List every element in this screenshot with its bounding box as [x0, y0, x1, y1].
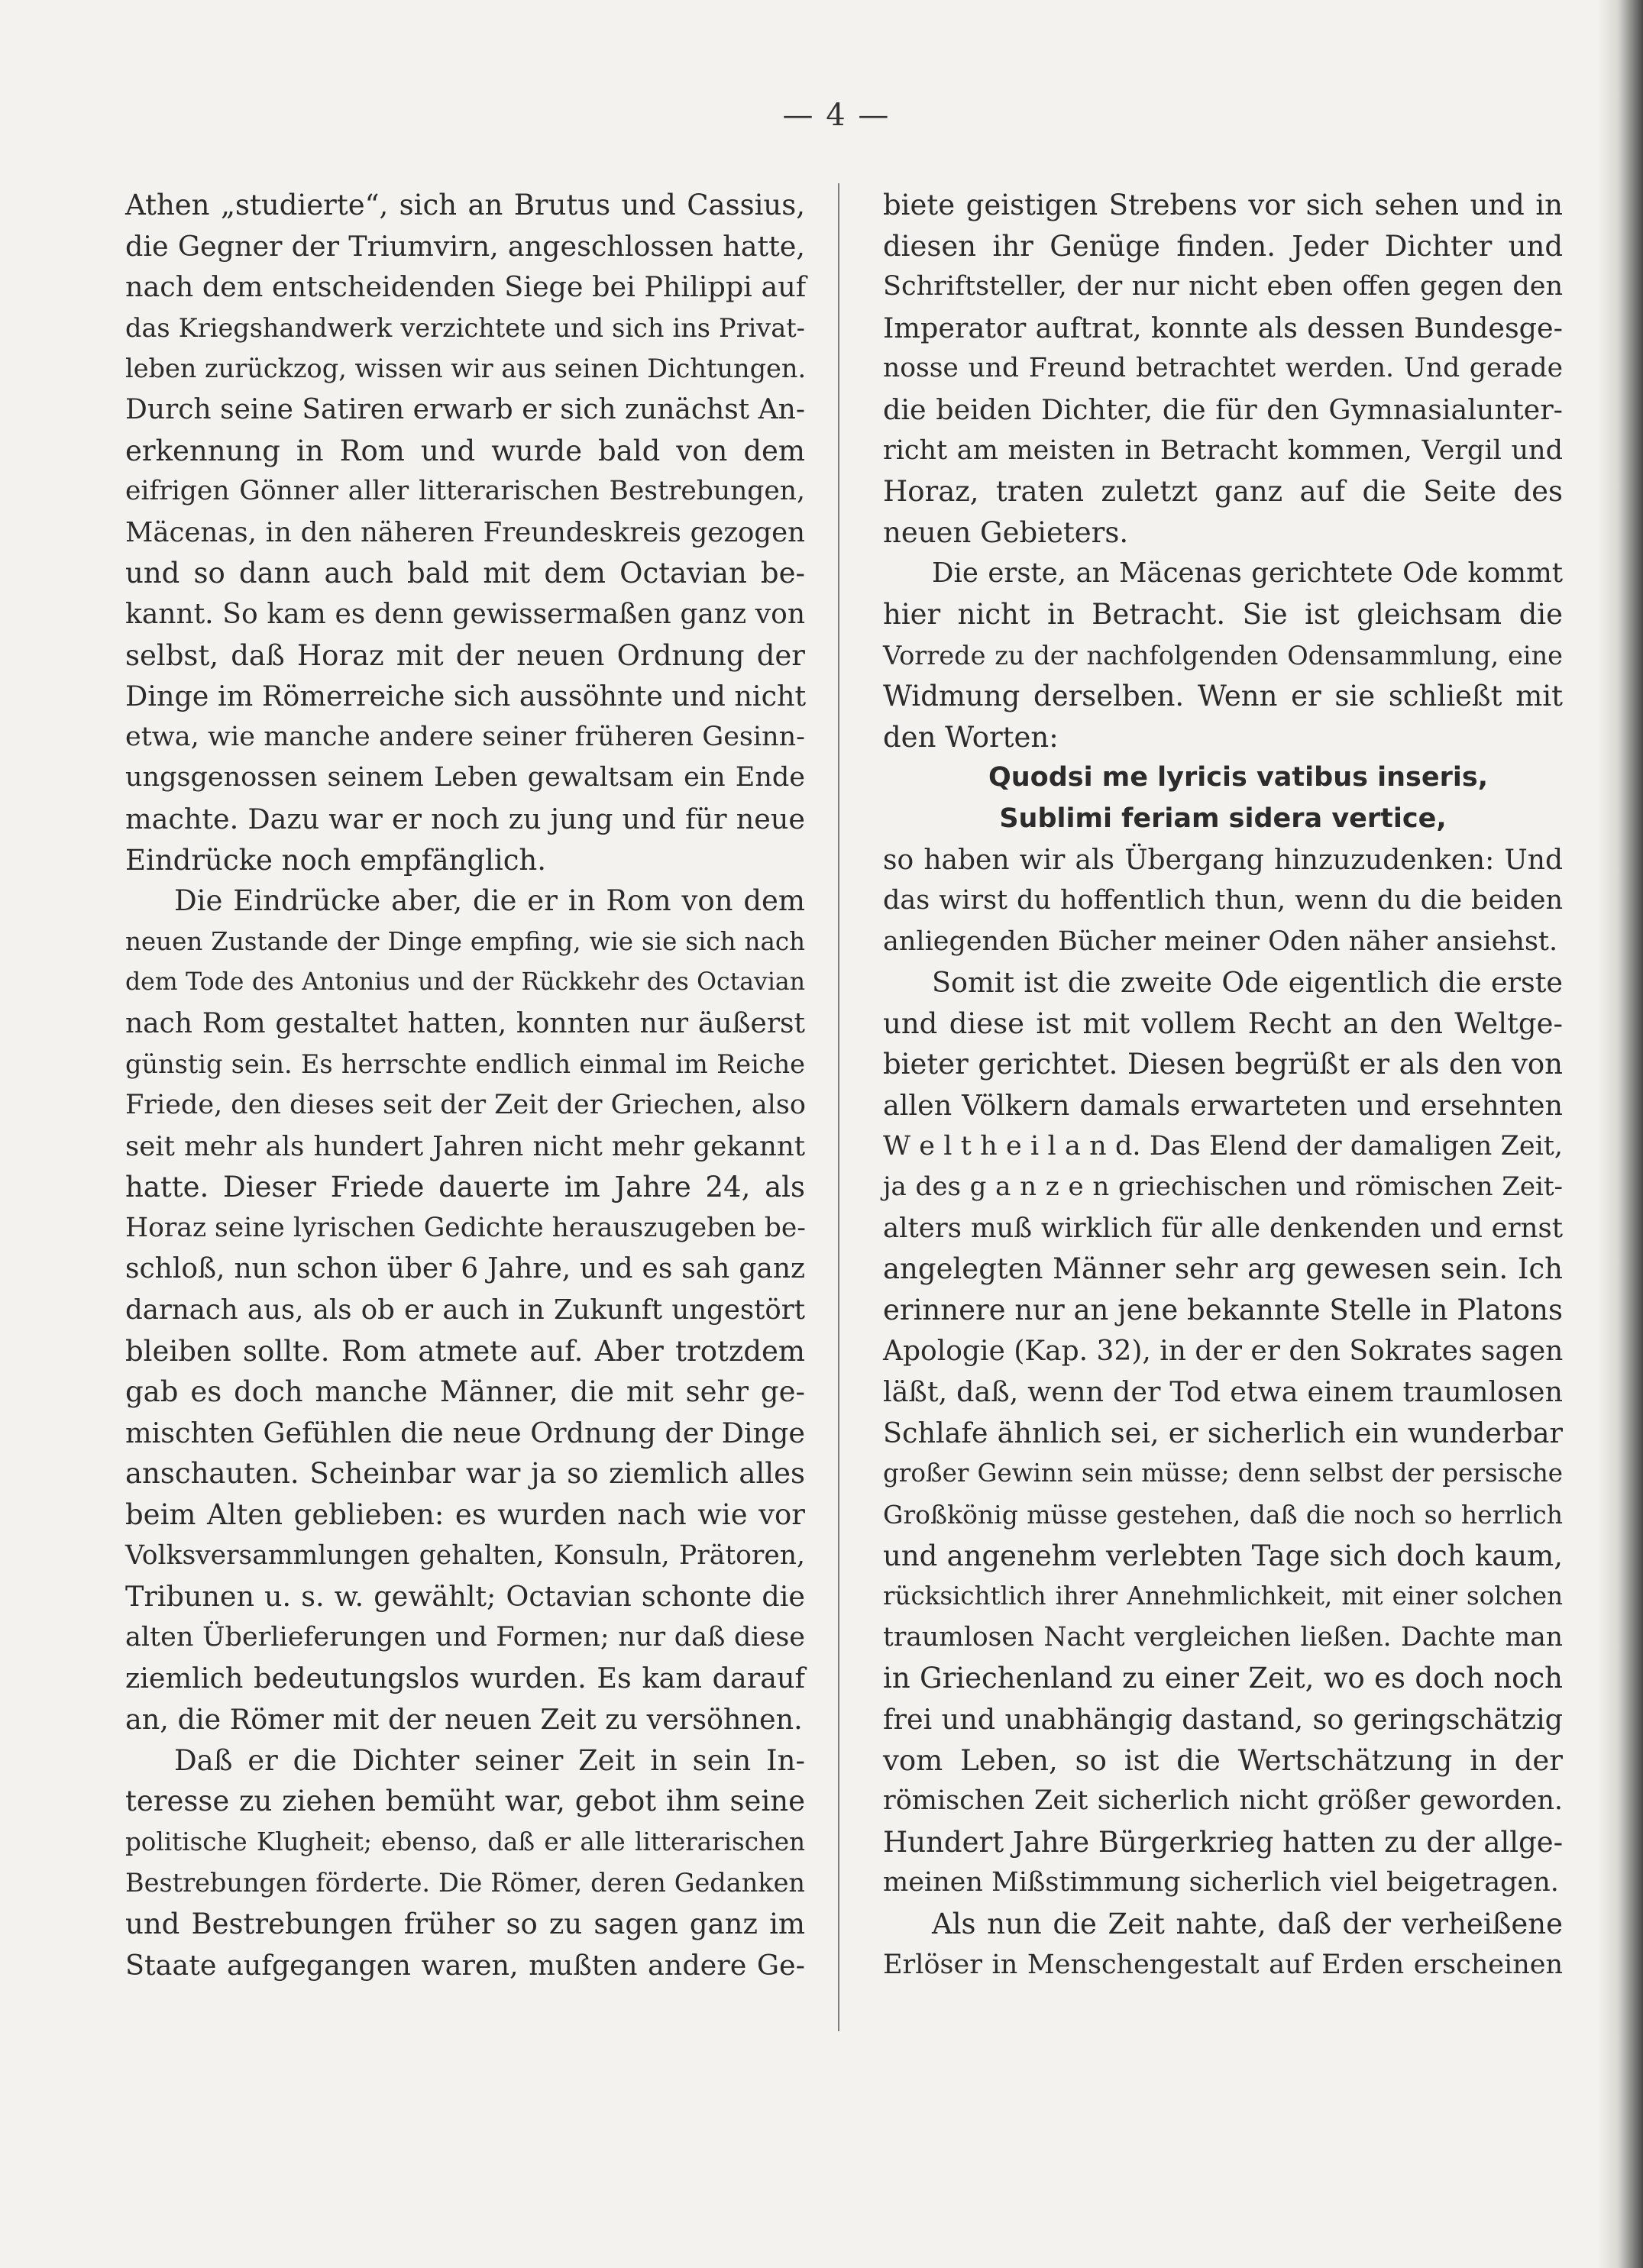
- text-line: anschauten. Scheinbar war ja so ziemlich alles: [125, 1457, 805, 1491]
- text-line: den Worten:: [883, 720, 1059, 754]
- text-line: günstig sein. Es herrschte endlich einmal im Reiche: [125, 1049, 805, 1080]
- text-line: erkennung in Rom und wurde bald von dem: [125, 434, 805, 467]
- text-line: allen Völkern damals erwarteten und ersehnten: [883, 1089, 1563, 1123]
- text-line: und diese ist mit vollem Recht an den Weltge-: [883, 1006, 1563, 1040]
- text-line: nach Rom gestaltet hatten, konnten nur äußerst: [125, 1007, 805, 1039]
- text-line: beim Alten geblieben: es wurden nach wie vor: [125, 1498, 805, 1531]
- text-line: die Gegner der Triumvirn, angeschlossen hatte,: [125, 229, 805, 263]
- text-line: etwa, wie manche andere seiner früheren Gesinn-: [125, 721, 805, 752]
- paragraph: [125, 185, 805, 880]
- text-line: alters muß wirklich für alle denkenden und ernst: [883, 1212, 1563, 1244]
- text-line: an, die Römer mit der neuen Zeit zu versöhnen.: [125, 1702, 803, 1736]
- text-line: und Bestrebungen früher so zu sagen ganz im: [125, 1907, 805, 1940]
- text-line: rücksichtlich ihrer Annehmlichkeit, mit einer solchen: [883, 1581, 1563, 1611]
- text-line: ungsgenossen seinem Leben gewaltsam ein Ende: [125, 762, 805, 793]
- text-line: hier nicht in Betracht. Sie ist gleichsam die: [883, 597, 1563, 631]
- text-line: nach dem entscheidenden Siege bei Philippi auf: [125, 270, 807, 304]
- text-line: selbst, daß Horaz mit der neuen Ordnung der: [125, 638, 805, 672]
- text-line: dem Tode des Antonius und der Rückkehr des Octavian: [125, 968, 805, 997]
- text-line: Die Eindrücke aber, die er in Rom von dem: [174, 884, 805, 918]
- text-line: bieter gerichtet. Diesen begrüßt er als den von: [883, 1048, 1563, 1081]
- text-line: ja des g a n z e n griechischen und römischen Zeit-: [883, 1171, 1563, 1203]
- text-line: richt am meisten in Betracht kommen, Vergil und: [883, 435, 1563, 466]
- text-line: gab es doch manche Männer, die mit sehr ge-: [125, 1375, 805, 1409]
- text-line: kannt. So kam es denn gewissermaßen ganz von: [125, 598, 805, 630]
- text-line: alten Überlieferungen und Formen; nur daß diese: [125, 1621, 805, 1653]
- text-line: Imperator auftrat, konnte als dessen Bundesge-: [883, 311, 1563, 344]
- text-line: erinnere nur an jene bekannte Stelle in Platons: [883, 1294, 1563, 1327]
- page-number: — 4 —: [782, 98, 891, 133]
- text-line: neuen Zustande der Dinge empfing, wie sie sich nach: [125, 926, 805, 956]
- paragraph: [883, 840, 1563, 963]
- text-line: Staate aufgegangen waren, mußten andere Ge-: [125, 1948, 805, 1982]
- column-divider: [838, 183, 839, 2031]
- text-line: so haben wir als Übergang hinzuzudenken: Und: [883, 844, 1563, 876]
- text-line: biete geistigen Strebens vor sich sehen und in: [883, 189, 1563, 221]
- text-line: und so dann auch bald mit dem Octavian be-: [125, 557, 805, 590]
- text-line: die beiden Dichter, die für den Gymnasialunter-: [883, 393, 1563, 426]
- latin-quotation: [883, 758, 1563, 839]
- text-line: Apologie (Kap. 32), in der er den Sokrates sagen: [883, 1335, 1564, 1367]
- text-line: machte. Dazu war er noch zu jung und für neue: [125, 802, 805, 835]
- text-line: Durch seine Satiren erwarb er sich zunächst An-: [125, 393, 805, 425]
- text-line: Die erste, an Mäcenas gerichtete Ode kommt: [932, 557, 1563, 590]
- text-line: Eindrücke noch empfänglich.: [125, 843, 547, 877]
- text-line: diesen ihr Genüge finden. Jeder Dichter und: [883, 229, 1563, 263]
- text-line: Friede, den dieses seit der Zeit der Griechen, also: [125, 1090, 806, 1121]
- text-line: Bestrebungen förderte. Die Römer, deren Gedanken: [125, 1868, 805, 1898]
- paragraph: [883, 185, 1563, 553]
- text-line: Großkönig müsse gestehen, daß die noch so herrlich: [883, 1500, 1563, 1530]
- text-line: Tribunen u. s. w. gewählt; Octavian schonte die: [125, 1580, 805, 1614]
- text-line: Volksversammlungen gehalten, Konsuln, Prätoren,: [125, 1539, 805, 1571]
- text-line: frei und unabhängig dastand, so geringschätzig: [883, 1702, 1563, 1736]
- quote-line: Quodsi me lyricis vatibus inseris,: [988, 762, 1489, 793]
- text-line: Widmung derselben. Wenn er sie schließt mit: [883, 680, 1563, 713]
- text-line: W e l t h e i l a n d. Das Elend der damaligen Zeit,: [883, 1130, 1563, 1161]
- text-line: Schlafe ähnlich sei, er sicherlich ein wunderbar: [883, 1416, 1563, 1449]
- text-line: Erlöser in Menschengestalt auf Erden erscheinen: [883, 1949, 1563, 1980]
- text-line: anliegenden Bücher meiner Oden näher ansiehst.: [883, 926, 1558, 957]
- quote-line: Sublimi feriam sidera vertice,: [999, 803, 1447, 834]
- page-edge-shadow: [1597, 0, 1643, 2268]
- text-line: mischten Gefühlen die neue Ordnung der Dinge: [125, 1416, 805, 1449]
- text-line: Horaz seine lyrischen Gedichte herauszugeben be-: [125, 1212, 806, 1243]
- text-line: bleiben sollte. Rom atmete auf. Aber trotzdem: [125, 1334, 805, 1368]
- text-line: angelegten Männer sehr arg gewesen sein. Ich: [883, 1252, 1563, 1286]
- text-line: und angenehm verlebten Tage sich doch kaum,: [883, 1539, 1563, 1572]
- text-line: läßt, daß, wenn der Tod etwa einem traumlosen: [883, 1375, 1563, 1409]
- text-line: Mäcenas, in den näheren Freundeskreis gezogen: [125, 516, 805, 548]
- text-line: das Kriegshandwerk verzichtete und sich ins Privat-: [125, 312, 805, 343]
- right-column: [883, 185, 1563, 1985]
- text-line: darnach aus, als ob er auch in Zukunft ungestört: [125, 1294, 805, 1326]
- text-line: teresse zu ziehen bemüht war, gebot ihm seine: [125, 1785, 805, 1818]
- text-line: neuen Gebieters.: [883, 515, 1129, 549]
- text-line: Horaz, traten zuletzt ganz auf die Seite des: [883, 475, 1563, 509]
- paragraph: [883, 962, 1563, 1904]
- text-line: Hundert Jahre Bürgerkrieg hatten zu der allge-: [883, 1825, 1564, 1859]
- paragraph: [125, 1740, 805, 1986]
- text-line: leben zurückzog, wissen wir aus seinen Dichtungen.: [125, 354, 807, 384]
- left-column: [125, 185, 805, 1985]
- text-line: meinen Mißstimmung sicherlich viel beigetragen.: [883, 1867, 1559, 1898]
- text-line: Athen „studierte“, sich an Brutus und Cassius,: [125, 189, 805, 221]
- text-line: großer Gewinn sein müsse; denn selbst der persische: [883, 1459, 1563, 1488]
- text-line: seit mehr als hundert Jahren nicht mehr gekannt: [125, 1130, 805, 1162]
- text-line: nosse und Freund betrachtet werden. Und gerade: [883, 353, 1563, 384]
- text-line: das wirst du hoffentlich thun, wenn du die beiden: [883, 885, 1563, 916]
- text-line: Dinge im Römerreiche sich aussöhnte und nicht: [125, 680, 807, 713]
- text-line: ziemlich bedeutungslos wurden. Es kam darauf: [125, 1662, 805, 1695]
- text-line: in Griechenland zu einer Zeit, wo es doch noch: [883, 1662, 1563, 1695]
- text-line: schloß, nun schon über 6 Jahre, und es sah ganz: [125, 1253, 805, 1285]
- text-line: Somit ist die zweite Ode eigentlich die erste: [932, 966, 1563, 1000]
- text-line: politische Klugheit; ebenso, daß er alle litterarischen: [125, 1827, 805, 1856]
- paragraph: [125, 880, 805, 1740]
- text-line: eifrigen Gönner aller litterarischen Bestrebungen,: [125, 476, 805, 507]
- paragraph: [883, 1904, 1563, 1985]
- text-line: Daß er die Dichter seiner Zeit in sein In-: [174, 1743, 805, 1777]
- text-line: hatte. Dieser Friede dauerte im Jahre 24, als: [125, 1171, 805, 1204]
- text-line: traumlosen Nacht vergleichen ließen. Dachte man: [883, 1621, 1563, 1653]
- text-line: Schriftsteller, der nur nicht eben offen gegen den: [883, 271, 1563, 302]
- text-line: Vorrede zu der nachfolgenden Odensammlung, eine: [883, 640, 1563, 670]
- paragraph: [883, 553, 1563, 758]
- text-line: Als nun die Zeit nahte, daß der verheißene: [932, 1907, 1563, 1940]
- text-line: römischen Zeit sicherlich nicht größer geworden.: [883, 1785, 1563, 1817]
- text-line: vom Leben, so ist die Wertschätzung in der: [883, 1743, 1563, 1777]
